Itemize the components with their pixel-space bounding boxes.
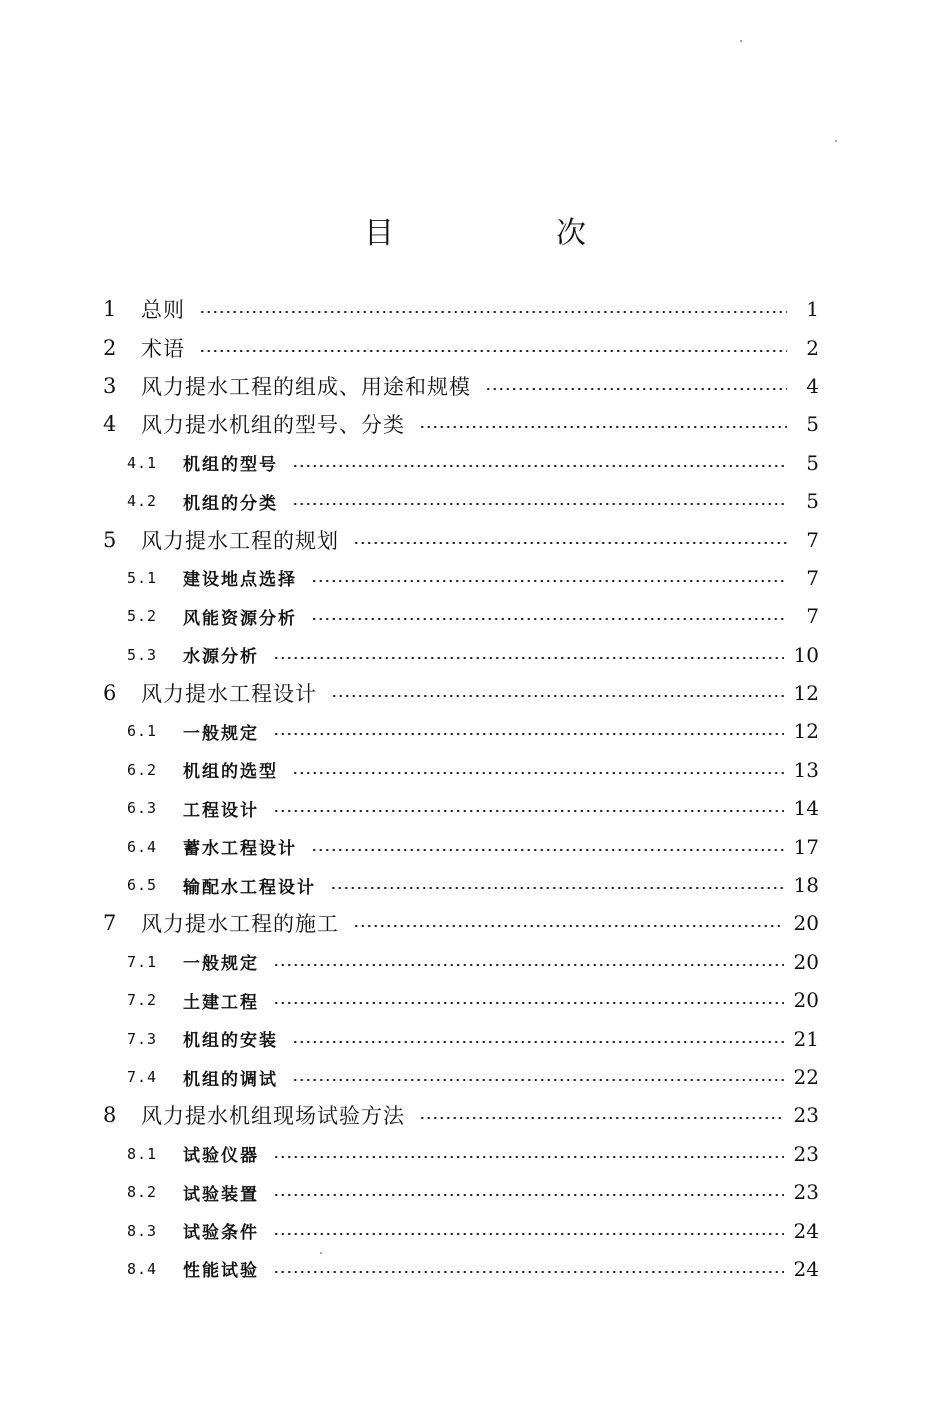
toc-entry-page-number: 4 <box>806 373 819 398</box>
toc-section-entry[interactable] <box>0 943 950 981</box>
toc-entry-title: 性能试验 <box>183 1261 259 1282</box>
toc-entry-page-number: 12 <box>793 681 819 706</box>
toc-section-entry[interactable] <box>0 1250 950 1288</box>
toc-entry-number: 7.3 <box>127 1029 158 1048</box>
toc-entry-title: 建设地点选择 <box>183 570 297 591</box>
toc-entry-page-number: 24 <box>793 1218 819 1243</box>
dot-leader <box>330 887 784 889</box>
dot-leader <box>419 1117 784 1119</box>
toc-entry-number: 6.4 <box>127 837 158 856</box>
dot-leader <box>273 1002 784 1004</box>
page-title: 目 次 <box>364 216 652 252</box>
toc-entry-page-number: 7 <box>806 565 819 590</box>
toc-entry-title: 蓄水工程设计 <box>183 839 297 860</box>
toc-section-entry[interactable] <box>0 789 950 827</box>
toc-entry-page-number: 20 <box>793 911 819 936</box>
dot-leader <box>311 849 784 851</box>
toc-entry-number: 6.3 <box>127 799 158 818</box>
dot-leader <box>292 1079 784 1081</box>
toc-section-entry[interactable] <box>0 444 950 482</box>
dot-leader <box>273 964 784 966</box>
toc-entry-page-number: 20 <box>793 949 819 974</box>
toc-entry-page-number: 5 <box>806 489 819 514</box>
toc-chapter-entry[interactable] <box>0 674 950 712</box>
toc-entry-number: 8.2 <box>127 1183 158 1202</box>
dot-leader <box>419 426 787 428</box>
toc-entry-page-number: 5 <box>806 450 819 475</box>
toc-entry-number: 8.4 <box>127 1259 158 1278</box>
dot-leader <box>311 580 787 582</box>
scan-speck <box>320 1252 322 1254</box>
toc-entry-number: 7 <box>103 911 117 936</box>
scan-speck <box>835 140 837 142</box>
toc-entry-number: 6.2 <box>127 760 158 779</box>
toc-chapter-entry[interactable] <box>0 290 950 328</box>
toc-entry-page-number: 1 <box>806 297 819 322</box>
toc-section-entry[interactable] <box>0 866 950 904</box>
toc-entry-number: 8 <box>103 1103 117 1128</box>
dot-leader <box>292 1041 784 1043</box>
dot-leader <box>273 1156 784 1158</box>
table-of-contents <box>0 290 950 1288</box>
toc-entry-title: 一般规定 <box>183 723 259 744</box>
toc-section-entry[interactable] <box>0 827 950 865</box>
toc-entry-title: 风力提水工程设计 <box>141 682 317 707</box>
dot-leader <box>331 695 784 697</box>
toc-chapter-entry[interactable] <box>0 367 950 405</box>
toc-entry-title: 输配水工程设计 <box>183 877 316 898</box>
toc-entry-page-number: 20 <box>793 988 819 1013</box>
toc-entry-title: 机组的分类 <box>183 493 278 514</box>
toc-section-entry[interactable] <box>0 751 950 789</box>
toc-entry-number: 7.4 <box>127 1068 158 1086</box>
toc-entry-title: 试验条件 <box>183 1223 259 1244</box>
toc-entry-page-number: 23 <box>793 1180 819 1205</box>
dot-leader <box>273 1194 784 1196</box>
toc-entry-title: 一般规定 <box>183 954 259 975</box>
toc-entry-title: 风力提水机组的型号、分类 <box>141 413 405 438</box>
toc-entry-number: 7.1 <box>127 952 158 971</box>
dot-leader <box>485 388 787 390</box>
toc-section-entry[interactable] <box>0 981 950 1019</box>
toc-section-entry[interactable] <box>0 1173 950 1211</box>
toc-section-entry[interactable] <box>0 559 950 597</box>
toc-entry-title: 试验装置 <box>183 1184 259 1205</box>
toc-chapter-entry[interactable] <box>0 520 950 558</box>
dot-leader <box>353 542 787 544</box>
toc-chapter-entry[interactable] <box>0 328 950 366</box>
dot-leader <box>353 925 784 927</box>
toc-entry-number: 2 <box>103 335 117 360</box>
toc-entry-title: 风力提水工程的规划 <box>141 528 339 553</box>
toc-entry-title: 总则 <box>141 298 185 323</box>
toc-entry-number: 6 <box>103 681 117 706</box>
toc-chapter-entry[interactable] <box>0 1096 950 1134</box>
dot-leader <box>292 503 787 505</box>
dot-leader <box>273 657 784 659</box>
toc-section-entry[interactable] <box>0 1135 950 1173</box>
toc-entry-number: 1 <box>103 297 117 322</box>
toc-entry-page-number: 24 <box>793 1256 819 1281</box>
toc-entry-page-number: 10 <box>793 642 819 667</box>
toc-entry-number: 7.2 <box>127 991 158 1010</box>
toc-entry-title: 水源分析 <box>183 647 259 668</box>
toc-entry-number: 3 <box>103 373 117 398</box>
toc-entry-page-number: 13 <box>793 757 819 782</box>
toc-chapter-entry[interactable] <box>0 405 950 443</box>
toc-entry-page-number: 23 <box>793 1103 819 1128</box>
toc-entry-page-number: 21 <box>793 1026 819 1051</box>
dot-leader <box>199 350 787 352</box>
toc-entry-number: 5.2 <box>127 607 158 626</box>
dot-leader <box>311 618 787 620</box>
toc-entry-title: 机组的选型 <box>183 762 278 783</box>
toc-entry-number: 4 <box>103 412 117 437</box>
toc-entry-page-number: 22 <box>793 1065 819 1089</box>
toc-entry-page-number: 2 <box>806 335 819 360</box>
toc-section-entry[interactable] <box>0 636 950 674</box>
dot-leader <box>292 772 784 774</box>
toc-entry-title: 风能资源分析 <box>183 608 297 629</box>
toc-entry-title: 工程设计 <box>183 800 259 821</box>
toc-entry-page-number: 17 <box>793 834 819 859</box>
toc-entry-page-number: 23 <box>793 1141 819 1166</box>
dot-leader <box>273 810 784 812</box>
toc-entry-page-number: 5 <box>806 412 819 437</box>
toc-section-entry[interactable] <box>0 1019 950 1057</box>
toc-entry-number: 6.1 <box>127 722 158 741</box>
toc-entry-title: 风力提水机组现场试验方法 <box>141 1104 405 1129</box>
scan-speck <box>740 40 742 42</box>
toc-entry-number: 4.2 <box>127 492 158 511</box>
toc-chapter-entry[interactable] <box>0 904 950 942</box>
toc-entry-page-number: 14 <box>793 796 819 821</box>
toc-entry-number: 8.1 <box>127 1144 158 1163</box>
toc-entry-number: 5.1 <box>127 568 158 587</box>
dot-leader <box>199 311 787 313</box>
toc-entry-number: 5 <box>103 527 117 552</box>
toc-section-entry[interactable] <box>0 1211 950 1249</box>
dot-leader <box>273 1233 784 1235</box>
toc-section-entry[interactable] <box>0 1058 950 1096</box>
toc-entry-number: 6.5 <box>127 876 158 895</box>
toc-section-entry[interactable] <box>0 597 950 635</box>
toc-entry-number: 8.3 <box>127 1221 158 1240</box>
toc-entry-title: 机组的型号 <box>183 455 278 476</box>
dot-leader <box>273 733 784 735</box>
toc-entry-title: 土建工程 <box>183 992 259 1013</box>
toc-section-entry[interactable] <box>0 712 950 750</box>
toc-entry-number: 5.3 <box>127 645 158 664</box>
dot-leader <box>292 465 787 467</box>
toc-entry-title: 术语 <box>141 336 185 361</box>
toc-entry-title: 试验仪器 <box>183 1146 259 1167</box>
toc-entry-page-number: 7 <box>806 527 819 552</box>
toc-entry-number: 4.1 <box>127 453 158 472</box>
toc-entry-title: 机组的调试 <box>183 1069 278 1090</box>
dot-leader <box>273 1271 784 1273</box>
toc-section-entry[interactable] <box>0 482 950 520</box>
toc-entry-page-number: 18 <box>793 873 819 898</box>
toc-entry-title: 风力提水工程的组成、用途和规模 <box>141 374 471 399</box>
toc-entry-title: 风力提水工程的施工 <box>141 912 339 937</box>
toc-entry-title: 机组的安装 <box>183 1031 278 1052</box>
toc-entry-page-number: 7 <box>806 604 819 629</box>
toc-entry-page-number: 12 <box>793 719 819 744</box>
